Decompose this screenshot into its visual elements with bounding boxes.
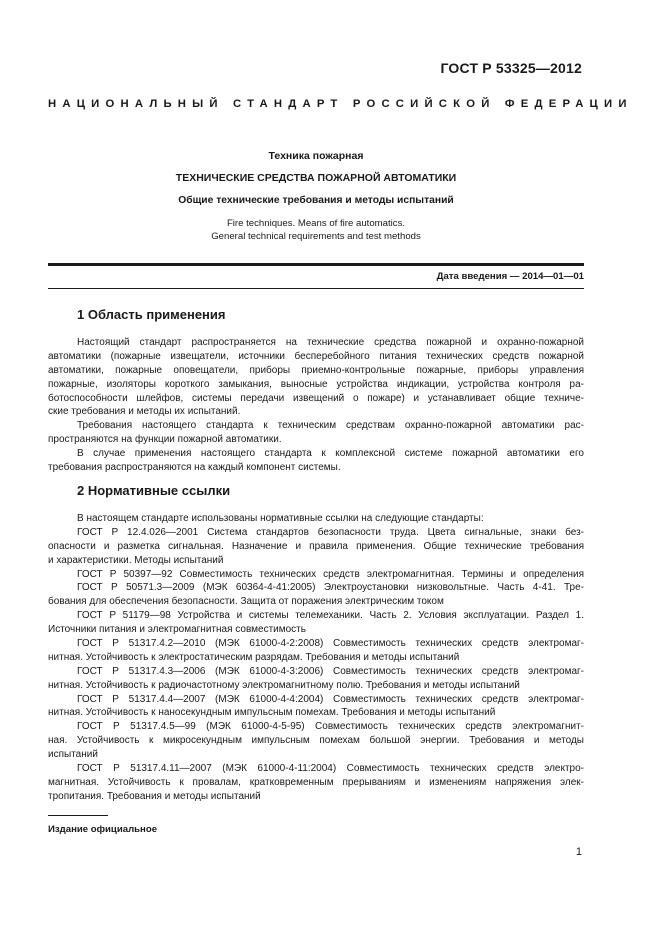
text-line: пожарные, изоляторы короткого замыкания, выносные устройства индикации, устройства контроля ра- (48, 378, 584, 390)
section-1-heading: 1 Область применения (77, 307, 226, 322)
text-line: нитная. Устойчивость к наносекундным импульсным помехам. Требования и методы испытаний (48, 707, 496, 719)
text-line: бования для обеспечения безопасности. Защита от поражения электрическим током (48, 596, 444, 608)
page-number: 1 (575, 846, 582, 858)
title-subtitle: Общие технические требования и методы испытаний (178, 195, 454, 206)
title-english (48, 217, 584, 243)
text-line: ские требования и методы их испытаний. (48, 406, 241, 418)
text-line: Источники питания и электромагнитная совместимость (48, 624, 306, 636)
text-line: ГОСТ Р 51317.4.4—2007 (МЭК 61000-4-4:2004) Совместимость технических средств электромаг- (77, 693, 584, 705)
text-line: ГОСТ Р 51317.4.2—2010 (МЭК 61000-4-2:2008) Совместимость технических средств электромаг- (77, 638, 584, 650)
edition-label: Издание официальное (48, 824, 158, 835)
text-line: Требования настоящего стандарта к техническим средствам охранно-пожарной автоматики рас- (77, 420, 584, 432)
text-line: и характеристики. Методы испытаний (48, 554, 224, 566)
section-2-heading: 2 Нормативные ссылки (77, 483, 231, 498)
national-standard-banner: НАЦИОНАЛЬНЫЙ СТАНДАРТ РОССИЙСКОЙ ФЕДЕРАЦИИ (48, 98, 633, 110)
text-line: испытаний (48, 749, 98, 761)
introduction-date: Дата введения — 2014—01—01 (436, 271, 584, 282)
text-line: В настоящем стандарте использованы нормативные ссылки на следующие стандарты: (77, 513, 484, 524)
text-line: опасности и разметка сигнальная. Назначение и правила применения. Общие технические требования (48, 540, 584, 552)
document-code: ГОСТ Р 53325—2012 (440, 60, 582, 76)
text-line: тропитания. Требования и методы испытаний (48, 790, 261, 802)
section-1-body (48, 336, 584, 475)
text-line: автоматики (пожарные извещатели, источники бесперебойного питания технических средств пожарной (48, 350, 584, 362)
text-line: нитная. Устойчивость к радиочастотному электромагнитному полю. Требования и методы испытаний (48, 679, 520, 691)
title-english-line: Fire techniques. Means of fire automatics. (226, 218, 406, 229)
header-divider-thick (48, 263, 584, 266)
header-divider-thin (48, 288, 584, 289)
text-line: нитная. Устойчивость к электростатическим разрядам. Требования и методы испытаний (48, 651, 460, 663)
title-category: Техника пожарная (268, 150, 364, 162)
text-line: ГОСТ Р 50571.3—2009 (МЭК 60364-4-41:2005) Электроустановки низковольтные. Часть 4-41. Тре- (77, 582, 584, 594)
text-line: ботоспособности шлейфов, системы передачи извещений о пожаре) и устанавливает общие техниче- (48, 392, 584, 404)
text-line: ГОСТ Р 51179—98 Устройства и системы телемеханики. Часть 2. Условия эксплуатации. Раздел 1. (77, 610, 584, 622)
text-line: ГОСТ Р 12.4.026—2001 Система стандартов безопасности труда. Цвета сигнальные, знаки без- (77, 526, 584, 538)
title-english-line: General technical requirements and test methods (211, 231, 421, 242)
title-main: ТЕХНИЧЕСКИЕ СРЕДСТВА ПОЖАРНОЙ АВТОМАТИКИ (175, 172, 457, 184)
text-line: ная. Устойчивость к микросекундным импульсным помехам большой энергии. Требования и методы (48, 735, 584, 747)
text-line: В случае применения настоящего стандарта к комплексной системе пожарной автоматики его (77, 448, 584, 460)
text-line: ГОСТ Р 51317.4.3—2006 (МЭК 61000-4-3:2006) Совместимость технических средств электромаг- (77, 665, 584, 677)
section-2-body (48, 512, 584, 804)
footer-divider (48, 815, 108, 816)
text-line: Настоящий стандарт распространяется на технические средства пожарной и охранно-пожарной (77, 337, 584, 348)
text-line: ГОСТ Р 51317.4.5—99 (МЭК 61000-4-5-95) Совместимость технических средств электромагнит- (77, 721, 584, 733)
text-line: автоматики, пожарные оповещатели, приборы приемно-контрольные пожарные, приборы управления (48, 364, 584, 376)
text-line: магнитная. Устойчивость к провалам, кратковременным прерываниям и изменениям напряжения элек- (48, 776, 584, 788)
text-line: ГОСТ Р 50397—92 Совместимость технических средств электромагнитная. Термины и определения (77, 568, 584, 580)
text-line: ГОСТ Р 51317.4.11—2007 (МЭК 61000-4-11:2004) Совместимость технических средств электро- (77, 763, 584, 775)
text-line: пространяются на функции пожарной автоматики. (48, 434, 282, 446)
text-line: требования распространяются на каждый компонент системы. (48, 462, 341, 474)
